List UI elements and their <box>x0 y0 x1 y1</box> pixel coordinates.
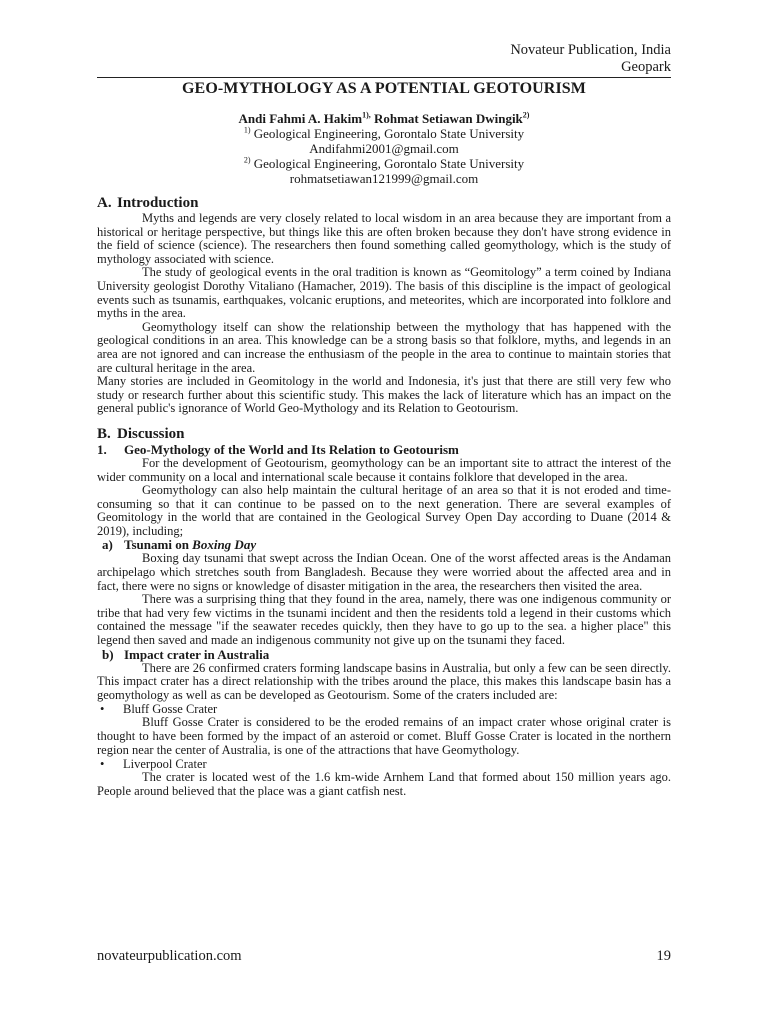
subsection-heading-1 <box>97 443 671 457</box>
section-letter: B. <box>97 425 111 442</box>
item-title: Tsunami on <box>124 537 193 553</box>
publisher-name: Novateur Publication, India <box>510 42 671 58</box>
author-block <box>97 111 671 186</box>
section-heading-discussion <box>97 426 671 443</box>
affiliation-2-text: Geological Engineering, Gorontalo State University <box>250 156 525 171</box>
author-2-marker: 2) <box>522 110 530 120</box>
item-title: Impact crater in Australia <box>124 646 270 662</box>
paper-title: GEO-MYTHOLOGY AS A POTENTIAL GEOTOURISM <box>182 80 586 97</box>
item-label: a) <box>102 537 113 553</box>
bullet-icon: • <box>100 702 105 717</box>
footer-url[interactable]: novateurpublication.com <box>97 948 242 964</box>
bullet-text: Liverpool Crater <box>123 757 207 772</box>
intro-paragraph-1: Myths and legends are very closely related to local wisdom in an area because they are important from a historical or heritage perspective, but things like this are often broken because they don't have strong evidence in the field of science (science). The researchers then found something called geomythology, which is the study of mythology associated with science. <box>97 211 671 266</box>
running-header <box>510 42 671 76</box>
intro-paragraph-3: Geomythology itself can show the relationship between the mythology that has happened with the geological conditions in an area. This knowledge can be a strong basis so that folklore, myths, and legends in an area are not ignored and can increase the enthusiasm of the people in the area to continue to maintain stories that are cultural heritage in the area. <box>97 319 671 375</box>
section-heading-introduction <box>97 195 671 212</box>
bullet-text: Bluff Gosse Crater <box>123 702 218 717</box>
item-heading-b <box>97 648 671 662</box>
author-names <box>97 111 671 126</box>
header-divider <box>97 77 671 78</box>
author-1-name: Andi Fahmi A. Hakim <box>238 111 363 126</box>
item-title-emphasis: Boxing Day <box>192 537 257 553</box>
discussion-paragraph-2: Geomythology can also help maintain the cultural heritage of an area so that it is not eroded and time-consuming so that it can continue to be passed on to the next generation. There are several examples of Geomitology in the world that are contained in the Geological Survey Open Day according to Duane (2014 & 2019), including; <box>97 483 671 538</box>
intro-paragraph-4: Many stories are included in Geomitology in the world and Indonesia, it's just that there are still very few who study or research further about this scientific study. This makes the lack of literature which has an impact on the general public's ignorance of World Geo-Mythology and its Relation to Geotourism. <box>97 374 671 416</box>
bullet-2-paragraph: The crater is located west of the 1.6 km-wide Arnhem Land that formed about 150 million years ago. People around believed that the place was a giant catfish nest. <box>97 770 671 798</box>
email-1[interactable]: Andifahmi2001@gmail.com <box>309 141 459 156</box>
discussion-paragraph-1: For the development of Geotourism, geomythology can be an important site to attract the interest of the wider community on a local and international scale because it contains folklore that developed in the area. <box>97 455 671 484</box>
affiliation-1-marker: 1) <box>243 125 251 135</box>
page-number: 19 <box>656 948 671 964</box>
affiliation-2 <box>97 156 671 171</box>
section-letter: A. <box>97 195 112 211</box>
section-title: Introduction <box>117 195 199 211</box>
item-a-paragraph-1: Boxing day tsunami that swept across the Indian Ocean. One of the worst affected areas is the Andaman archipelago which stretches south from Bangladesh. Because they were worried about the affected area and in fact, there were no signs or knowledge of disaster mitigation in the area, the researchers then visited the area. <box>97 551 671 593</box>
author-1-marker: 1), <box>362 110 371 120</box>
item-a-paragraph-2: There was a surprising thing that they found in the area, namely, there was one indigenous community or tribe that had very few victims in the tsunami incident and then the residents told a legend in their customs which contained the message "if the seawater recedes quickly, then they have to go up to the sea. a higher place" this legend then saved and made an indigenous community not give up on the tsunami they faced. <box>97 592 671 648</box>
bullet-1-paragraph: Bluff Gosse Crater is considered to be the eroded remains of an impact crater whose original crater is thought to have been formed by the impact of an asteroid or comet. Bluff Gosse Crater is located in the northern region near the center of Australia, is one of the attractions that have Geomythology. <box>97 715 671 757</box>
affiliation-1 <box>97 126 671 141</box>
item-heading-a <box>97 538 671 552</box>
intro-paragraph-2: The study of geological events in the oral tradition is known as “Geomitology” a term coined by Indiana University geologist Dorothy Vitaliano (Hamacher, 2019). The basis of this discipline is the impact of geological events such as tsunamis, earthquakes, volcanic eruptions, and meteorites, which are incorporated into folklore and myths in the area. <box>97 265 671 321</box>
bullet-item-2 <box>97 757 671 771</box>
affiliation-1-text: Geological Engineering, Gorontalo State University <box>250 126 525 141</box>
item-b-paragraph-1: There are 26 confirmed craters forming landscape basins in Australia, but only a few can be seen directly. This impact crater has a direct relationship with the tribes around the place, this makes this landscape basin has a geomythology as well as can be developed as Geotourism. Some of the craters included are: <box>97 660 671 702</box>
author-2-name: Rohmat Setiawan Dwingik <box>370 111 523 126</box>
section-title: Discussion <box>117 425 185 442</box>
journal-category: Geopark <box>621 59 671 75</box>
paper-body <box>97 195 671 798</box>
bullet-item-1 <box>97 702 671 716</box>
email-2[interactable]: rohmatsetiawan121999@gmail.com <box>289 171 479 186</box>
subsection-title: Geo-Mythology of the World and Its Relation to Geotourism <box>124 441 459 457</box>
subsection-number: 1. <box>97 441 107 457</box>
paper-page <box>97 0 671 1024</box>
bullet-icon: • <box>100 757 105 772</box>
affiliation-2-marker: 2) <box>243 155 251 165</box>
item-label: b) <box>102 646 114 662</box>
